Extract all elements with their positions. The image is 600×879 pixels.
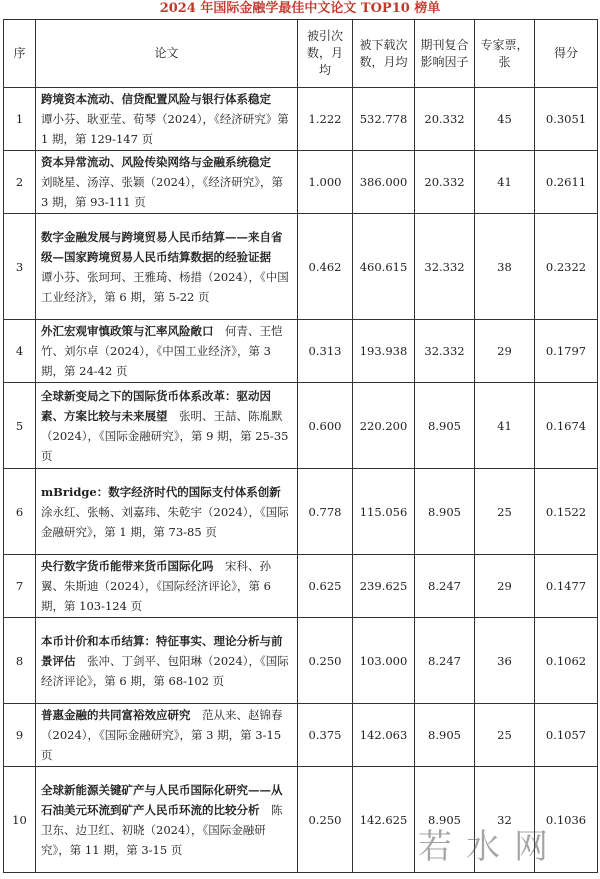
rank-cell: 3 xyxy=(4,214,36,320)
impact-cell: 8.905 xyxy=(415,469,475,555)
votes-cell: 25 xyxy=(475,469,535,555)
paper-title: 央行数字货币能带来货币国际化吗 xyxy=(41,559,214,573)
score-cell: 0.1674 xyxy=(535,383,598,469)
rank-cell: 6 xyxy=(4,469,36,555)
downloads-cell: 220.200 xyxy=(353,383,415,469)
votes-cell: 41 xyxy=(475,383,535,469)
downloads-cell: 142.625 xyxy=(353,767,415,873)
votes-cell: 38 xyxy=(475,214,535,320)
paper-cell xyxy=(36,618,298,704)
votes-cell: 32 xyxy=(475,767,535,873)
rank-cell: 9 xyxy=(4,704,36,767)
impact-cell: 20.332 xyxy=(415,151,475,214)
citations-cell: 0.462 xyxy=(298,214,353,320)
rank-cell: 10 xyxy=(4,767,36,873)
rank-cell: 5 xyxy=(4,383,36,469)
paper-title: 全球新变局之下的国际货币体系改革：驱动因素、方案比较与未来展望 xyxy=(41,388,271,423)
table-row xyxy=(4,151,598,214)
paper-cell xyxy=(36,151,298,214)
paper-citation: 陈卫东、边卫红、初晓（2024），《国际金融研究》，第 11 期，第 3-15 页 xyxy=(41,802,283,857)
downloads-cell: 193.938 xyxy=(353,320,415,383)
paper-title: 外汇宏观审慎政策与汇率风险敞口 xyxy=(41,324,214,338)
paper-citation: 刘晓星、汤淳、张颖（2024），《经济研究》，第 3 期，第 93-111 页 xyxy=(41,175,284,209)
citations-cell: 0.250 xyxy=(298,618,353,704)
table-row xyxy=(4,469,598,555)
impact-cell: 8.247 xyxy=(415,555,475,618)
citations-cell: 0.625 xyxy=(298,555,353,618)
paper-citation: 谭小芬、耿亚莹、荀琴（2024），《经济研究》第 1 期，第 129-147 页 xyxy=(41,112,289,146)
header-votes: 专家票，张 xyxy=(475,20,535,88)
citations-cell: 0.778 xyxy=(298,469,353,555)
citations-cell: 1.222 xyxy=(298,88,353,151)
citations-cell: 0.600 xyxy=(298,383,353,469)
paper-cell xyxy=(36,555,298,618)
citations-cell: 1.000 xyxy=(298,151,353,214)
header-score: 得分 xyxy=(535,20,598,88)
table-row xyxy=(4,383,598,469)
votes-cell: 29 xyxy=(475,555,535,618)
watermark-logo: 若水网 xyxy=(418,827,562,867)
citations-cell: 0.313 xyxy=(298,320,353,383)
table-row xyxy=(4,214,598,320)
score-cell: 0.2611 xyxy=(535,151,598,214)
paper-cell xyxy=(36,767,298,873)
paper-citation: 谭小芬、张珂珂、王雅琦、杨措（2024），《中国工业经济》，第 6 期，第 5-22 页 xyxy=(41,269,289,304)
rank-cell: 8 xyxy=(4,618,36,704)
paper-citation: 宋科、孙翼、朱斯迪（2024），《国际经济评论》，第 6 期，第 103-124 页 xyxy=(41,559,271,613)
downloads-cell: 239.625 xyxy=(353,555,415,618)
votes-cell: 25 xyxy=(475,704,535,767)
paper-citation: 张冲、丁剑平、包阳琳（2024），《国际经济评论》，第 6 期，第 68-102 页 xyxy=(41,653,289,688)
table-row xyxy=(4,88,598,151)
header-paper: 论文 xyxy=(36,20,298,88)
score-cell: 0.1797 xyxy=(535,320,598,383)
table-row xyxy=(4,555,598,618)
paper-cell xyxy=(36,704,298,767)
paper-citation: 张明、王喆、陈胤默（2024），《国际金融研究》，第 9 期，第 25-35 页 xyxy=(41,408,289,463)
ranking-table xyxy=(3,19,598,873)
paper-title: 跨境资本流动、信贷配置风险与银行体系稳定 xyxy=(41,92,271,106)
citations-cell: 0.250 xyxy=(298,767,353,873)
impact-cell: 32.332 xyxy=(415,320,475,383)
paper-citation: 范从来、赵锦春（2024），《国际金融研究》，第 3 期，第 3-15 页 xyxy=(41,708,283,762)
impact-cell: 8.247 xyxy=(415,618,475,704)
paper-cell xyxy=(36,383,298,469)
paper-title: mBridge：数字经济时代的国际支付体系创新 xyxy=(41,484,281,499)
votes-cell: 41 xyxy=(475,151,535,214)
votes-cell: 45 xyxy=(475,88,535,151)
paper-cell xyxy=(36,214,298,320)
paper-cell xyxy=(36,469,298,555)
impact-cell: 20.332 xyxy=(415,88,475,151)
header-downloads: 被下载次数，月均 xyxy=(353,20,415,88)
header-impact: 期刊复合影响因子 xyxy=(415,20,475,88)
rank-cell: 7 xyxy=(4,555,36,618)
rank-cell: 1 xyxy=(4,88,36,151)
downloads-cell: 386.000 xyxy=(353,151,415,214)
votes-cell: 29 xyxy=(475,320,535,383)
paper-cell xyxy=(36,320,298,383)
score-cell: 0.1522 xyxy=(535,469,598,555)
header-row xyxy=(4,20,598,88)
score-cell: 0.1036 xyxy=(535,767,598,873)
score-cell: 0.1062 xyxy=(535,618,598,704)
rank-cell: 4 xyxy=(4,320,36,383)
page-title: 2024 年国际金融学最佳中文论文 TOP10 榜单 xyxy=(159,1,441,16)
paper-citation: 何青、王恺竹、刘尔卓（2024），《中国工业经济》，第 3 期，第 24-42 页 xyxy=(41,324,283,378)
table-row xyxy=(4,704,598,767)
header-rank: 序 xyxy=(4,20,36,88)
paper-cell xyxy=(36,88,298,151)
downloads-cell: 460.615 xyxy=(353,214,415,320)
rank-cell: 2 xyxy=(4,151,36,214)
impact-cell: 32.332 xyxy=(415,214,475,320)
impact-cell: 8.905 xyxy=(415,704,475,767)
votes-cell: 36 xyxy=(475,618,535,704)
paper-title: 数字金融发展与跨境贸易人民币结算——来自省级—国家跨境贸易人民币结算数据的经验证据 xyxy=(41,229,283,264)
paper-citation: 涂永红、张畅、刘嘉玮、朱乾宇（2024），《国际金融研究》，第 1 期，第 73-85 页 xyxy=(41,504,289,539)
paper-title: 普惠金融的共同富裕效应研究 xyxy=(41,708,191,722)
impact-cell: 8.905 xyxy=(415,767,475,873)
downloads-cell: 532.778 xyxy=(353,88,415,151)
downloads-cell: 115.056 xyxy=(353,469,415,555)
score-cell: 0.2322 xyxy=(535,214,598,320)
downloads-cell: 142.063 xyxy=(353,704,415,767)
table-row xyxy=(4,320,598,383)
paper-title: 全球新能源关键矿产与人民币国际化研究——从石油美元环流到矿产人民币环流的比较分析 xyxy=(41,782,283,817)
table-row xyxy=(4,618,598,704)
header-citations: 被引次数，月均 xyxy=(298,20,353,88)
impact-cell: 8.905 xyxy=(415,383,475,469)
paper-title: 资本异常流动、风险传染网络与金融系统稳定 xyxy=(41,155,271,169)
citations-cell: 0.375 xyxy=(298,704,353,767)
downloads-cell: 103.000 xyxy=(353,618,415,704)
paper-title: 本币计价和本币结算：特征事实、理论分析与前景评估 xyxy=(41,633,283,668)
score-cell: 0.1477 xyxy=(535,555,598,618)
score-cell: 0.3051 xyxy=(535,88,598,151)
score-cell: 0.1057 xyxy=(535,704,598,767)
